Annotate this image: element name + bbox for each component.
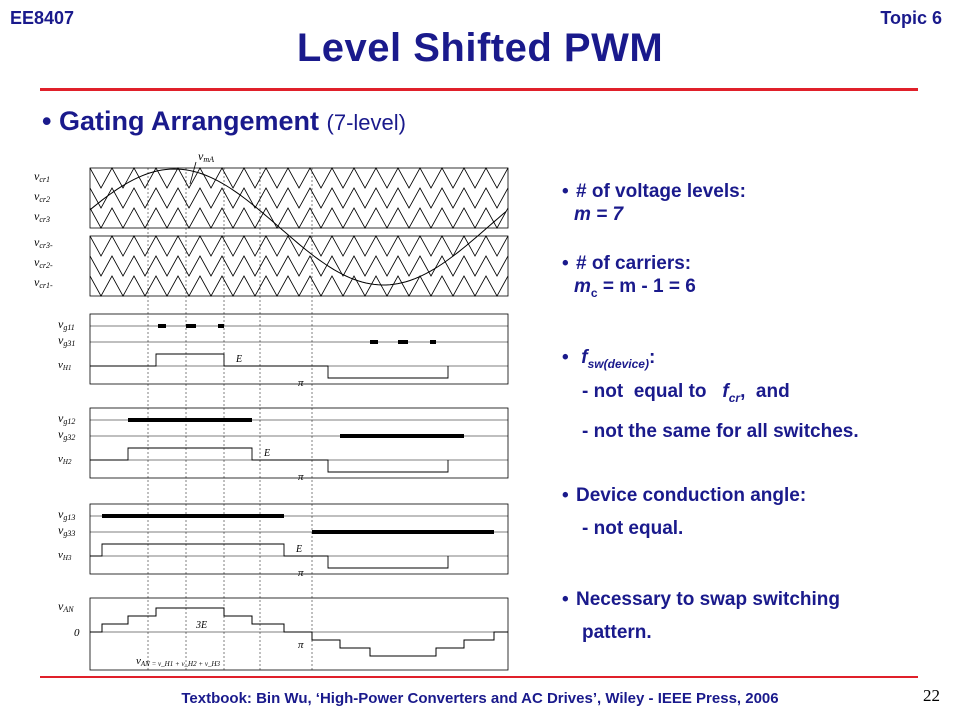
fsw-line1-b: , and — [740, 380, 790, 402]
fsw-line2: - not the same for all switches. — [582, 420, 859, 442]
carrier-frame — [90, 168, 508, 228]
pi-label: π — [298, 639, 304, 651]
footer-citation: Textbook: Bin Wu, ‘High-Power Converters and AC Drives’, Wiley - IEEE Press, 2006 — [181, 690, 779, 707]
carriers-value-sub: c — [590, 285, 598, 300]
levels-label: # of voltage levels: — [576, 181, 747, 202]
fsw-colon: : — [648, 347, 656, 368]
footer-divider — [40, 676, 918, 678]
bullet-icon: • — [562, 253, 569, 274]
subtitle — [42, 106, 406, 137]
carriers-value-a: m — [574, 276, 591, 297]
note-fsw — [562, 346, 859, 443]
swap-line2: pattern. — [582, 622, 652, 643]
gate-pulse — [158, 324, 166, 328]
carrier-label: vcr3- — [34, 235, 53, 250]
carrier-frame — [90, 236, 508, 296]
carriers-label: # of carriers: — [576, 253, 692, 274]
carrier-wave — [90, 188, 508, 208]
carrier-label: vcr1 — [34, 169, 50, 184]
carriers-value-b: = m - 1 = 6 — [597, 276, 696, 297]
slide-title: Level Shifted PWM — [296, 26, 664, 70]
topic-label: Topic 6 — [880, 8, 942, 28]
carrier-label: vcr1- — [34, 275, 53, 290]
note-swap — [562, 588, 840, 644]
swap-line1: Necessary to swap switching — [576, 589, 840, 610]
gate-pulse — [430, 340, 436, 344]
carrier-wave — [90, 276, 508, 296]
fsw-line1-sub: cr — [728, 390, 741, 405]
gate-label: vH1 — [58, 359, 72, 372]
carrier-wave — [90, 236, 508, 256]
angle-value: - not equal. — [582, 518, 684, 539]
levels-value: m = 7 — [574, 204, 624, 225]
note-levels — [562, 180, 746, 226]
bullet-icon: • — [562, 589, 569, 610]
gate-pulse-bar — [340, 434, 464, 438]
gate-label: vg13 — [58, 507, 76, 522]
pi-label: π — [298, 377, 304, 389]
carrier-wave — [90, 168, 508, 188]
pi-label: π — [298, 567, 304, 579]
E-label: E — [236, 354, 243, 365]
gate-pulse-bar — [312, 530, 494, 534]
gate-label: vg11 — [58, 317, 75, 332]
modulating-label: vmA — [198, 149, 214, 164]
fsw-line1-f: f — [722, 380, 729, 402]
gate-label: vg12 — [58, 411, 76, 426]
threeE-label: 3E — [196, 620, 208, 631]
phase-label: vAN — [58, 599, 74, 614]
gate-pulse — [370, 340, 378, 344]
gate-pulse-bar — [128, 418, 252, 422]
E-label: E — [296, 544, 303, 555]
carrier-label: vcr2- — [34, 255, 53, 270]
fsw-symbol: f — [581, 347, 588, 368]
gate-label: vg33 — [58, 523, 76, 538]
page-number: 22 — [923, 686, 940, 705]
gate-pulse — [186, 324, 196, 328]
carrier-wave — [90, 208, 508, 228]
zero-label: 0 — [74, 627, 80, 639]
title-divider — [40, 88, 918, 91]
gate-pulse — [398, 340, 408, 344]
note-carriers — [562, 252, 696, 305]
E-label: E — [264, 448, 271, 459]
pi-label: π — [298, 471, 304, 483]
gate-label: vH3 — [58, 549, 72, 562]
subtitle-bullet: • — [42, 106, 52, 136]
gate-label: vg31 — [58, 333, 76, 348]
gate-frame — [90, 314, 508, 384]
subtitle-paren: (7-level) — [326, 110, 406, 135]
bullet-icon: • — [562, 347, 569, 368]
fsw-sub: sw(device) — [587, 356, 649, 371]
subtitle-main: Gating Arrangement — [58, 106, 320, 136]
gate-label: vH2 — [58, 453, 72, 466]
carrier-label: vcr2 — [34, 189, 50, 204]
angle-label: Device conduction angle: — [576, 485, 807, 506]
carrier-wave — [90, 256, 508, 276]
course-code: EE8407 — [10, 8, 75, 28]
phase-equation: vAN = v_H1 + v_H2 + v_H3 — [136, 655, 220, 668]
bullet-icon: • — [562, 485, 569, 506]
gate-label: vg32 — [58, 427, 76, 442]
pwm-waveform-figure — [28, 149, 528, 674]
bullet-icon: • — [562, 181, 569, 202]
fsw-line1-a: - not equal to — [582, 380, 723, 402]
carrier-label: vcr3 — [34, 209, 50, 224]
note-angle — [562, 484, 806, 540]
gate-pulse-bar — [102, 514, 284, 518]
gate-pulse — [218, 324, 224, 328]
